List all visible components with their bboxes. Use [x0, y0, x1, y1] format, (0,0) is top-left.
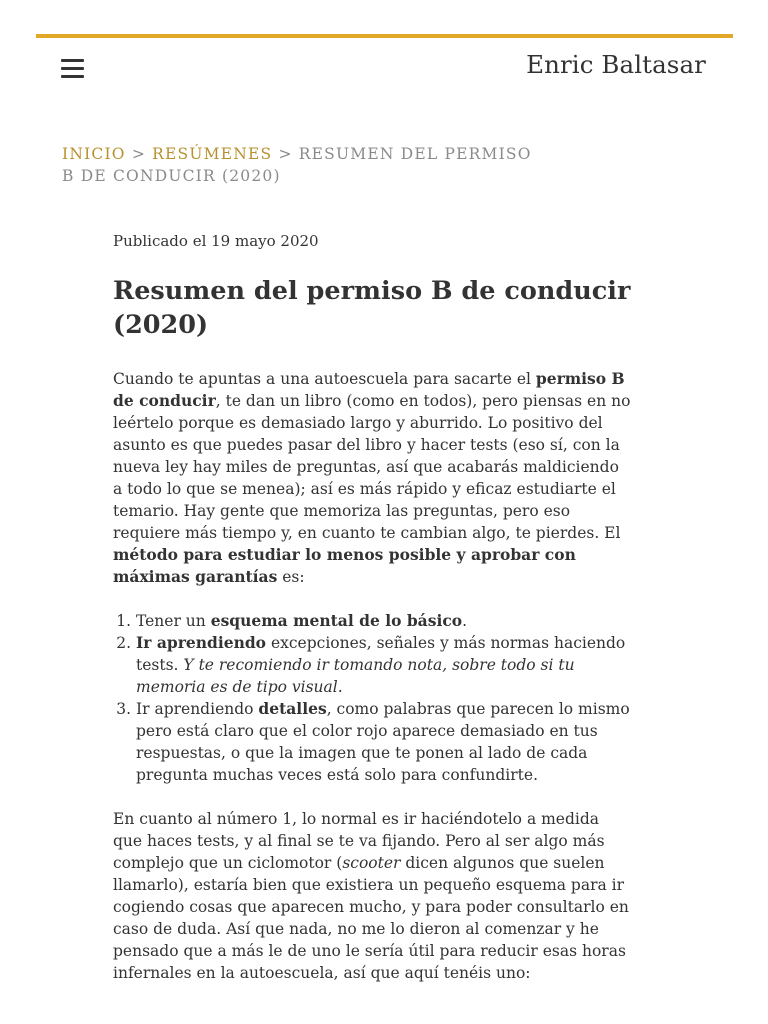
intro-paragraph: Cuando te apuntas a una autoescuela para sacarte el permiso B de conducir, te dan un libro (como en todos), pero piensas en no leértelo porque es demasiado largo y aburrido. Lo positivo del asunto es que puedes pasar del libro y hacer tests (eso sí, con la nueva ley hay miles de preguntas, así que acabarás maldiciendo a todo lo que se menea); así es más rápido y eficaz estudiarte el temario. Hay gente que memoriza las preguntas, pero eso requiere más tiempo y, en cuanto te cambian algo, te pierdes. El método para estudiar lo menos posible y aprobar con máximas garantías es:	[113, 369, 631, 586]
breadcrumb-separator: >	[278, 145, 299, 163]
menu-line	[61, 59, 84, 62]
menu-line	[61, 67, 84, 70]
hamburger-menu-icon[interactable]	[61, 58, 85, 78]
method-list	[113, 610, 633, 786]
breadcrumb-home-link[interactable]: INICIO	[62, 145, 126, 163]
breadcrumb	[62, 143, 542, 187]
accent-top-bar	[36, 34, 733, 38]
breadcrumb-separator: >	[131, 145, 153, 163]
breadcrumb-section-link[interactable]: RESÚMENES	[152, 145, 273, 163]
breadcrumb-current: RESUMEN DEL PERMISO B DE CONDUCIR (2020)	[62, 145, 532, 185]
list-item: 1. Tener un esquema mental de lo básico.	[136, 610, 633, 632]
list-item: 3. Ir aprendiendo detalles, como palabras que parecen lo mismo pero está claro que el color rojo aparece demasiado en tus respuestas, o que la imagen que te ponen al lado de cada pregunta muchas veces está solo para confundirte.	[136, 698, 633, 786]
body-paragraph: En cuanto al número 1, lo normal es ir haciéndotelo a medida que haces tests, y al final se te va fijando. Pero al ser algo más complejo que un ciclomotor (scooter dicen algunos que suelen llamarlo), estaría bien que existiera un pequeño esquema para ir cogiendo cosas que aparecen mucho, y para poder consultarlo en caso de duda. Así que nada, no me lo dieron al comenzar y he pensado que a más le de uno le sería útil para reducir esas horas infernales en la autoescuela, así que aquí tenéis uno:	[113, 810, 629, 982]
publish-date: Publicado el 19 mayo 2020	[113, 232, 319, 250]
list-item: 2. Ir aprendiendo excepciones, señales y más normas haciendo tests. Y te recomiendo ir tomando nota, sobre todo si tu memoria es de tipo visual.	[136, 632, 633, 698]
site-title-link[interactable]: Enric Baltasar	[526, 50, 706, 79]
article	[113, 230, 633, 984]
article-title: Resumen del permiso B de conducir (2020)	[113, 276, 631, 340]
menu-line	[61, 75, 84, 78]
